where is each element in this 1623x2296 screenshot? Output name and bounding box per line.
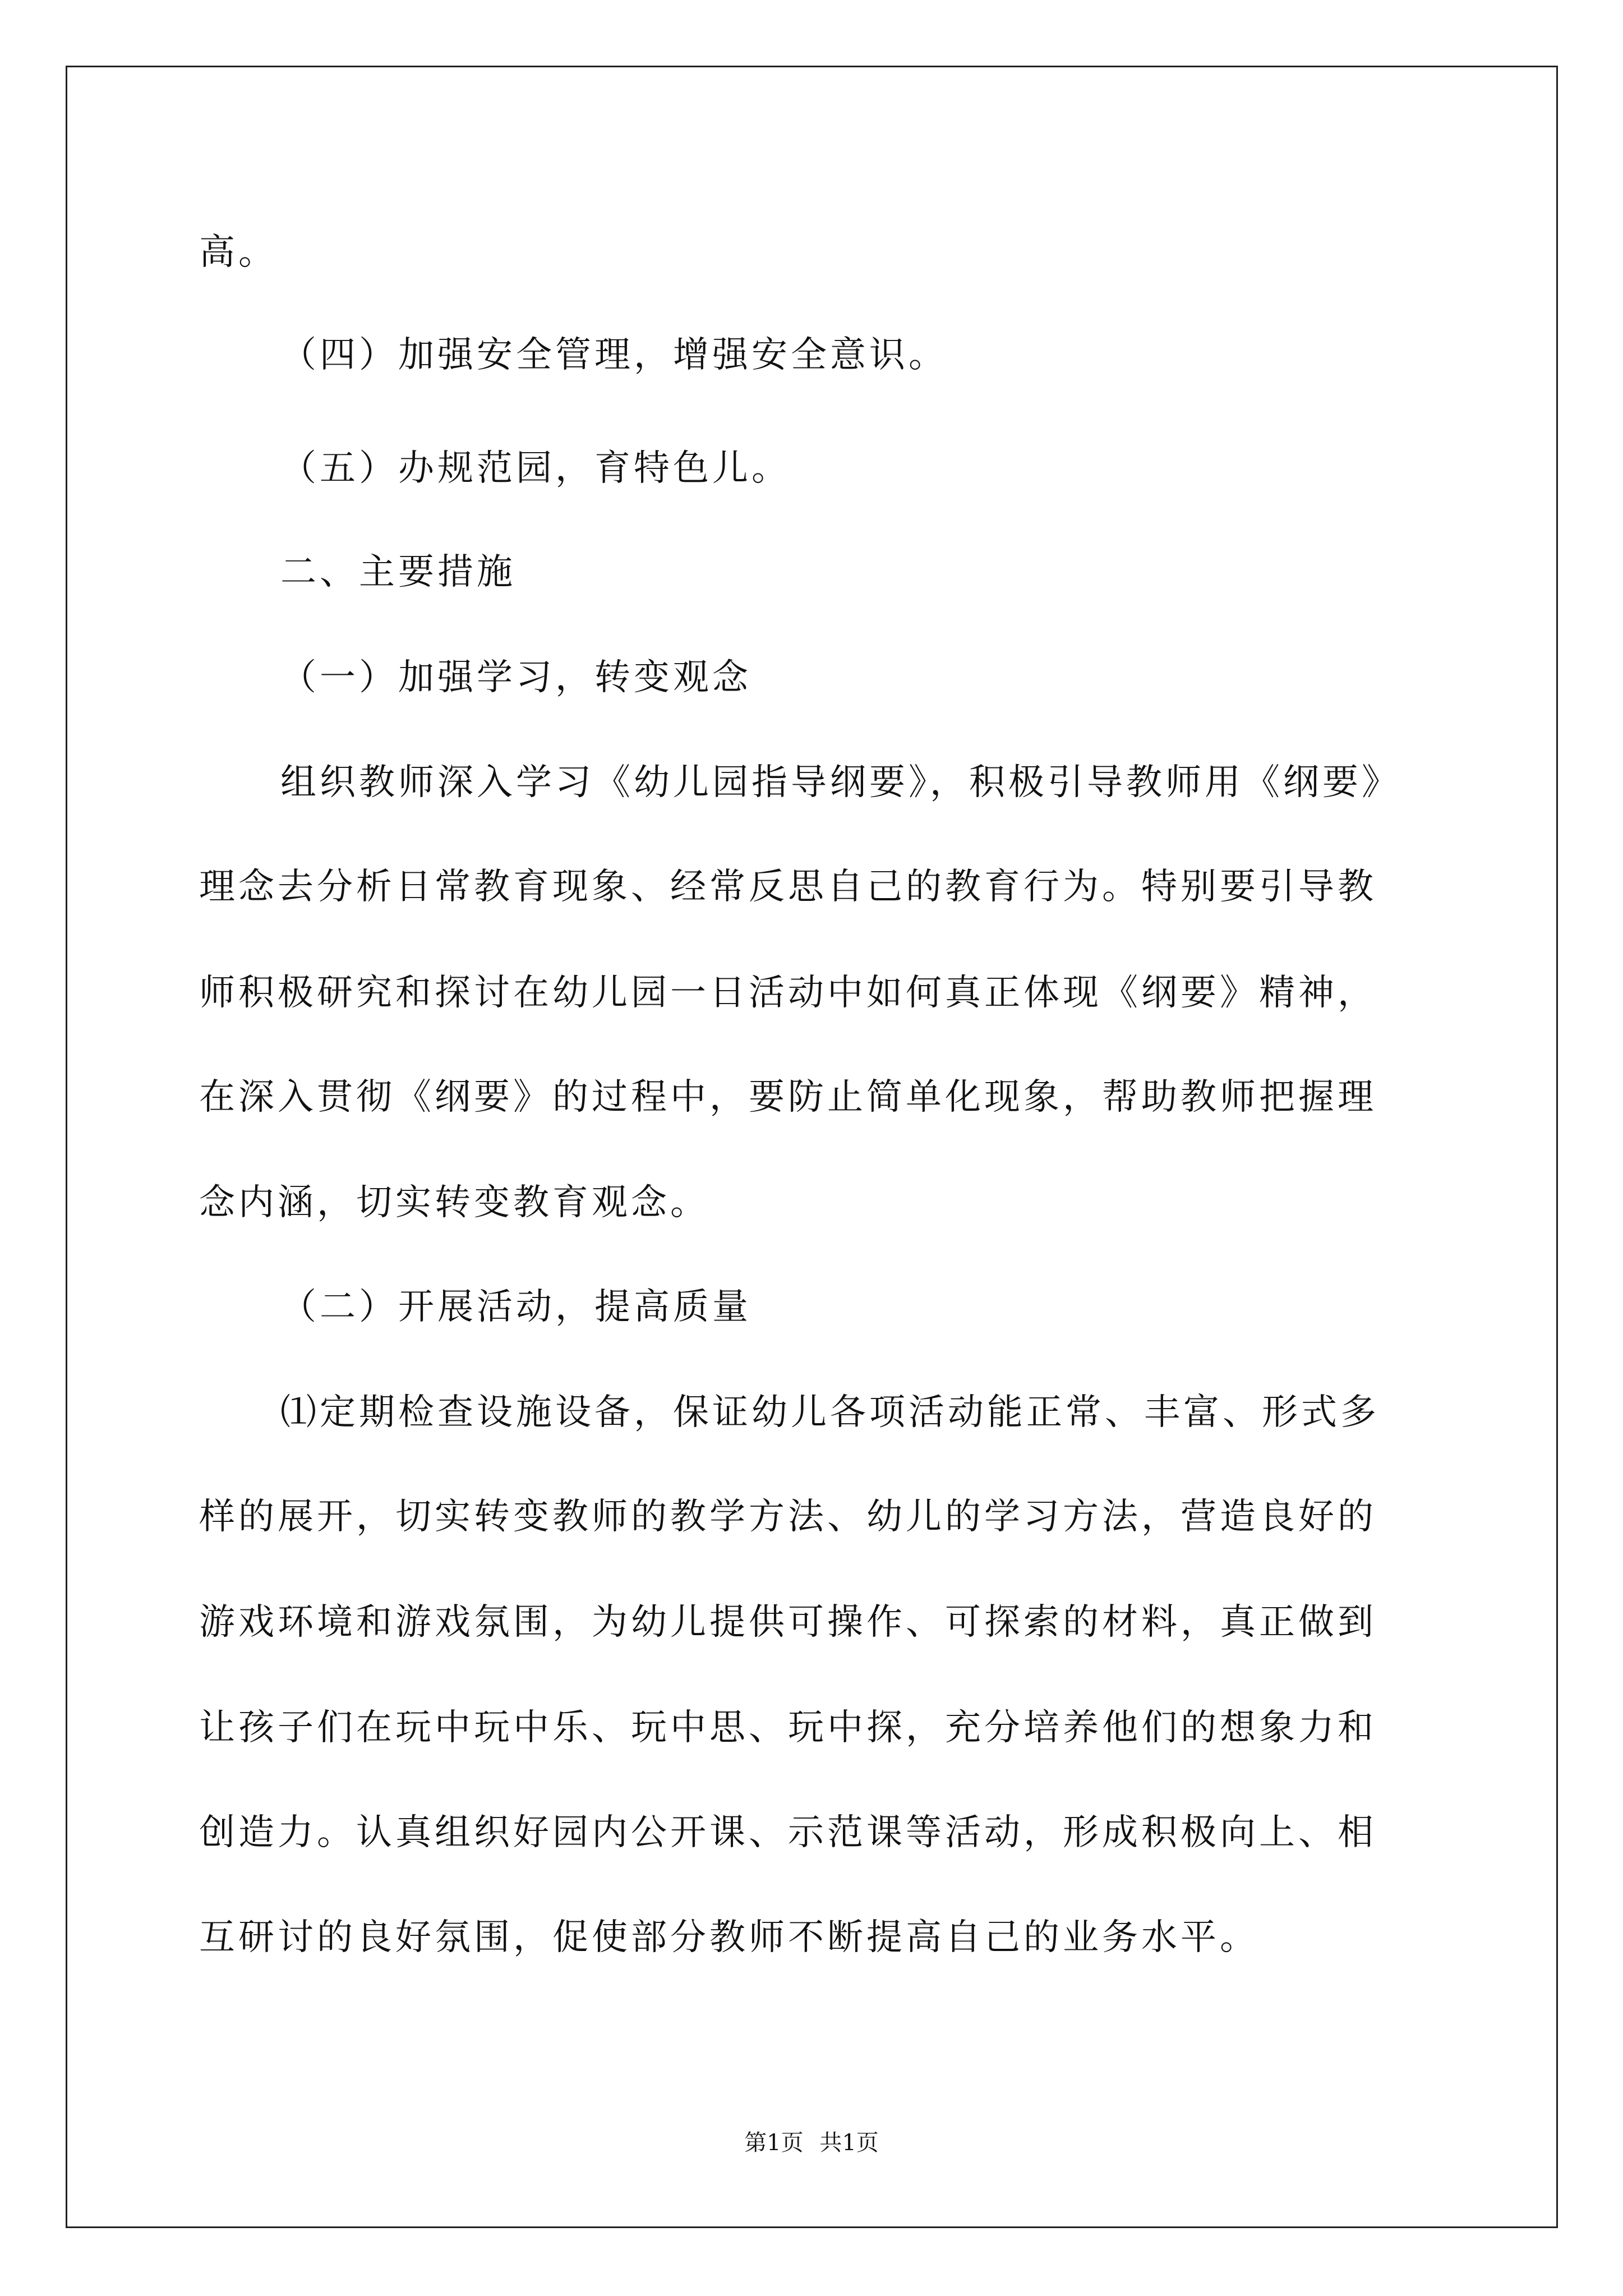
paragraph-line: 师积极研究和探讨在幼儿园一日活动中如何真正体现《纲要》精神，: [199, 972, 1377, 1014]
section-heading: （四）加强安全管理，增强安全意识。: [280, 334, 948, 376]
page-number: 第1页: [744, 2130, 804, 2156]
section-heading: （二）开展活动，提高质量: [280, 1286, 751, 1328]
text-line: 高。: [199, 232, 278, 273]
paragraph-line: 理念去分析日常教育现象、经常反思自己的教育行为。特别要引导教: [199, 866, 1377, 908]
page-total: 共1页: [819, 2130, 879, 2156]
paragraph-line: ⑴定期检查设施设备，保证幼儿各项活动能正常、丰富、形式多: [280, 1392, 1380, 1433]
paragraph-line: 让孩子们在玩中玩中乐、玩中思、玩中探，充分培养他们的想象力和: [199, 1707, 1377, 1749]
section-heading: 二、主要措施: [280, 551, 516, 593]
paragraph-line: 创造力。认真组织好园内公开课、示范课等活动，形成积极向上、相: [199, 1812, 1377, 1853]
section-heading: （五）办规范园，育特色儿。: [280, 448, 791, 489]
paragraph-line: 念内涵，切实转变教育观念。: [199, 1182, 709, 1223]
page-footer: [0, 2129, 1623, 2157]
paragraph-line: 互研讨的良好氛围，促使部分教师不断提高自己的业务水平。: [199, 1917, 1259, 1958]
page-border: [66, 66, 1558, 2228]
paragraph-line: 游戏环境和游戏氛围，为幼儿提供可操作、可探索的材料，真正做到: [199, 1602, 1377, 1643]
section-heading: （一）加强学习，转变观念: [280, 657, 751, 698]
paragraph-line: 在深入贯彻《纲要》的过程中，要防止简单化现象，帮助教师把握理: [199, 1076, 1377, 1118]
paragraph-line: 组织教师深入学习《幼儿园指导纲要》，积极引导教师用《纲要》: [280, 762, 1401, 803]
paragraph-line: 样的展开，切实转变教师的教学方法、幼儿的学习方法，营造良好的: [199, 1496, 1377, 1538]
